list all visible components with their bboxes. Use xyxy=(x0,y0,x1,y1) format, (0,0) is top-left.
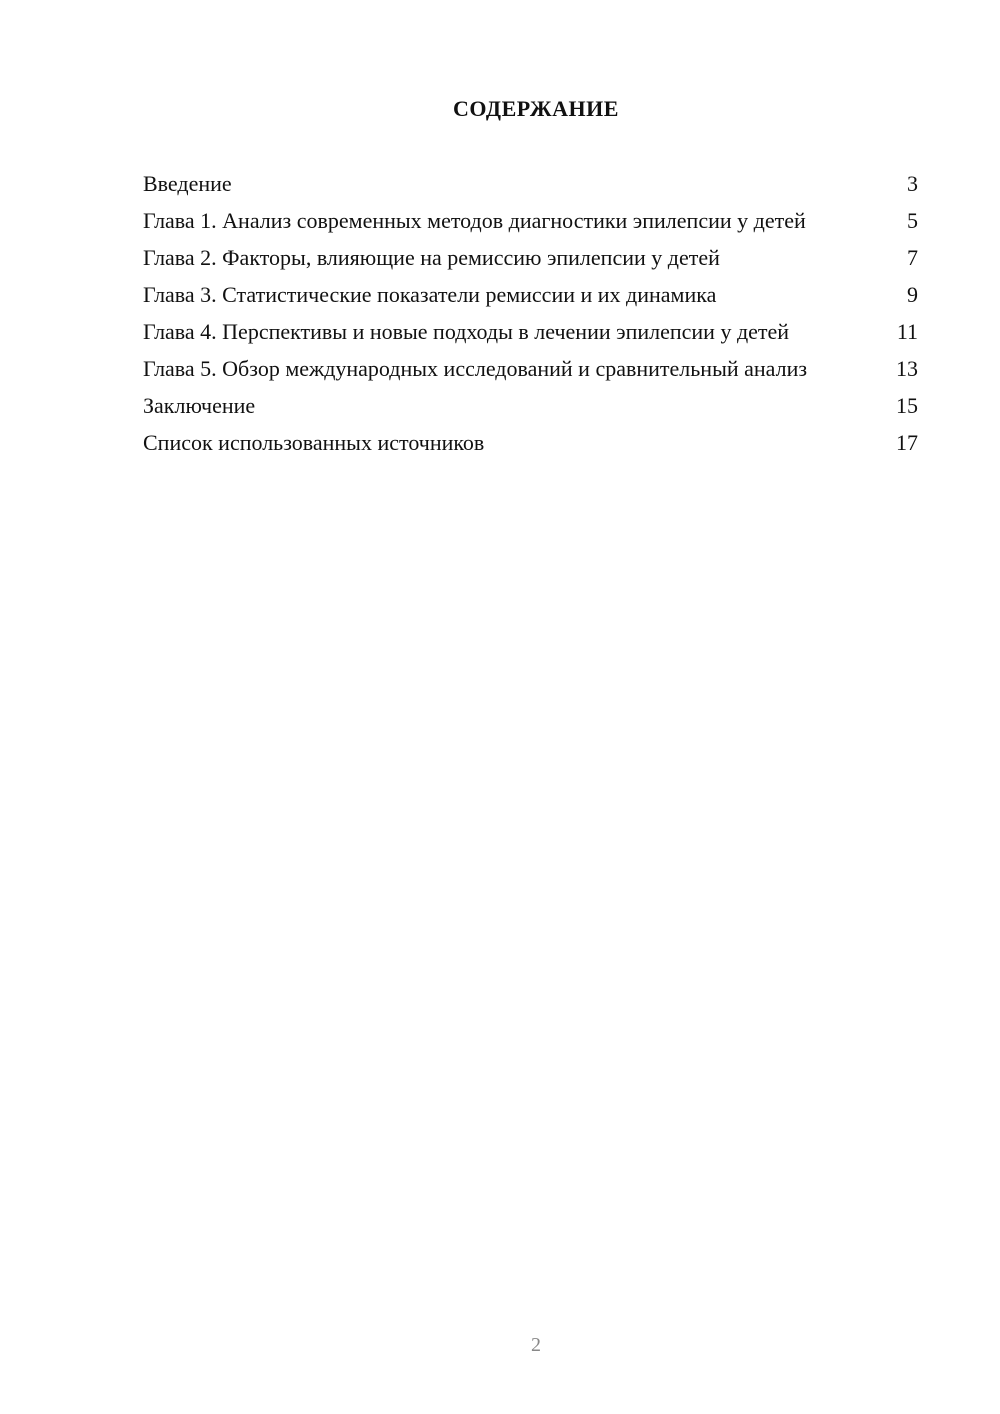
table-of-contents xyxy=(143,170,918,466)
toc-entry-label: Глава 5. Обзор международных исследований и сравнительный анализ xyxy=(143,356,808,381)
toc-entry-chapter-1 xyxy=(143,207,918,234)
toc-entry-label: Глава 4. Перспективы и новые подходы в лечении эпилепсии у детей xyxy=(143,319,790,344)
toc-entry-conclusion xyxy=(143,392,918,419)
toc-entry-page: 3 xyxy=(907,171,918,196)
toc-entry-label: Список использованных источников xyxy=(143,430,485,455)
toc-title: СОДЕРЖАНИЕ xyxy=(453,96,619,121)
toc-entry-label: Глава 2. Факторы, влияющие на ремиссию эпилепсии у детей xyxy=(143,245,720,270)
toc-entry-chapter-4 xyxy=(143,318,918,345)
toc-entry-label: Глава 3. Статистические показатели ремиссии и их динамика xyxy=(143,282,717,307)
toc-entry-page: 9 xyxy=(907,282,918,307)
toc-entry-chapter-3 xyxy=(143,281,918,308)
toc-entry-page: 13 xyxy=(896,356,918,381)
toc-entry-label: Заключение xyxy=(143,393,256,418)
toc-entry-introduction xyxy=(143,170,918,197)
toc-entry-page: 17 xyxy=(896,430,918,455)
toc-entry-page: 7 xyxy=(907,245,918,270)
toc-entry-chapter-2 xyxy=(143,244,918,271)
toc-entry-page: 15 xyxy=(896,393,918,418)
toc-entry-label: Введение xyxy=(143,171,232,196)
page-number: 2 xyxy=(531,1334,541,1356)
toc-entry-chapter-5 xyxy=(143,355,918,382)
toc-entry-page: 11 xyxy=(896,319,918,344)
toc-entry-label: Глава 1. Анализ современных методов диагностики эпилепсии у детей xyxy=(143,208,806,233)
toc-entry-references xyxy=(143,429,918,456)
toc-entry-page: 5 xyxy=(907,208,918,233)
